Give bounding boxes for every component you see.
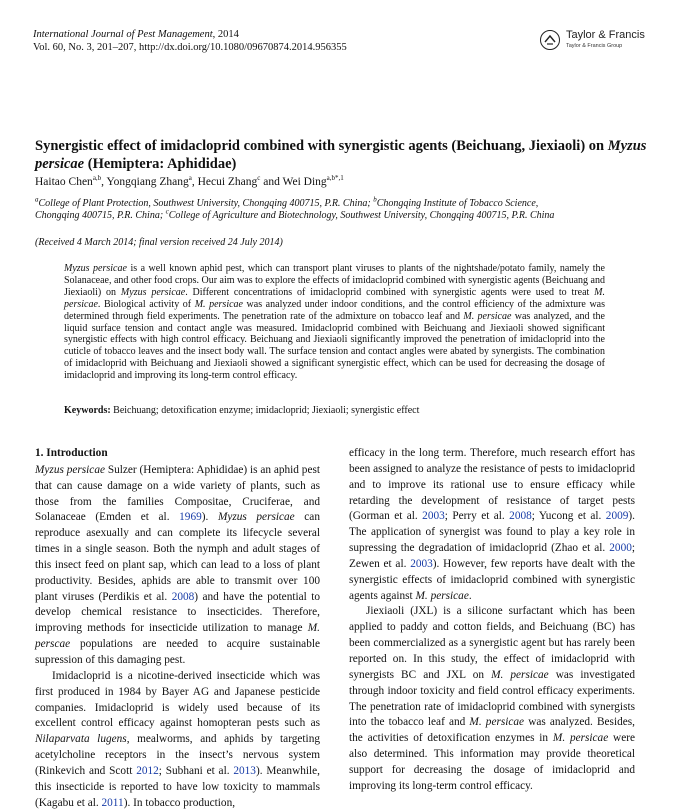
author-sup: c bbox=[257, 174, 261, 183]
abstract-text: was analyzed under indoor conditions, and the control efficiency of the admixture was determined through field experiments. The penetration rate of the admixture on tobacco leaf and bbox=[64, 298, 606, 322]
text: were also determined. This information may provide theoretical support for decreasing the dosage of imidacloprid and improving its long-term control efficacy. bbox=[349, 732, 635, 792]
species-name: Myzus persicae bbox=[217, 511, 295, 524]
title-species: Myzus persicae bbox=[35, 138, 647, 172]
corresponding-mark: *,1 bbox=[335, 174, 344, 183]
text: ; Yucong et al. bbox=[531, 510, 606, 523]
author-list bbox=[35, 176, 344, 188]
affiliation-b: Chongqing Institute of Tobacco Science, bbox=[376, 198, 539, 209]
text: ). bbox=[201, 511, 218, 524]
citation-link[interactable]: 2008 bbox=[509, 510, 532, 523]
species-name: Myzus persicae bbox=[64, 263, 127, 274]
citation-link[interactable]: 2008 bbox=[171, 590, 195, 603]
author-name: , Yongqiang Zhang bbox=[101, 176, 189, 188]
affiliation-c: College of Agriculture and Biotechnology, Southwest University, Chongqing 400715, P.R. China bbox=[168, 210, 555, 221]
keywords-text: Beichuang; detoxification enzyme; imidacloprid; Jiexiaoli; synergistic effect bbox=[110, 405, 420, 416]
citation-link[interactable]: 2011 bbox=[101, 796, 124, 809]
citation-link[interactable]: 2013 bbox=[233, 764, 256, 777]
text: can reproduce asexually and can complete its lifecycle several times in a single season. Both the nymph and adult stages of this insect feed on plant sap, which can lead to a loss of plant productivity. Besides, aphids are able to transmit over 100 plant viruses (Perdikis et al. bbox=[35, 511, 320, 603]
citation-link[interactable]: 2003 bbox=[410, 557, 433, 570]
species-name: M. persicae bbox=[552, 732, 609, 745]
journal-details: Vol. 60, No. 3, 201–207, http://dx.doi.org/10.1080/09670874.2014.956355 bbox=[33, 42, 347, 53]
title-part1: Synergistic effect of imidacloprid combined with synergistic agents (Beichuang, Jiexiaoli) on bbox=[35, 138, 605, 154]
species-name: Myzus persicae bbox=[35, 463, 105, 476]
affiliation-b-cont: Chongqing 400715, P.R. China; bbox=[35, 210, 166, 221]
left-column bbox=[35, 446, 320, 811]
species-name: M. persicae bbox=[64, 286, 605, 310]
paragraph bbox=[349, 604, 635, 794]
text: Sulzer (Hemiptera: Aphididae) is an aphid pest that can cause damage on a wide variety of plants, such as those from the families Compositae, Cruciferae, and Solanaceae (Emden et al. bbox=[35, 463, 320, 524]
species-name: M. perscae bbox=[35, 622, 320, 651]
author-name: Haitao Chen bbox=[35, 176, 93, 188]
affiliations bbox=[35, 195, 645, 222]
affil-sup: c bbox=[165, 207, 169, 216]
text: Jiexiaoli (JXL) is a silicone surfactant which has been applied to paddy and cotton fields, and Beichuang (BC) has been commercialized as a synergistic agent but has rarely been reported on. In this study, the effect of imidacloprid with synergists BC and JXL on bbox=[349, 605, 635, 681]
section-heading: 1. Introduction bbox=[35, 447, 108, 459]
text: . bbox=[468, 589, 472, 602]
author-sup: a bbox=[188, 174, 192, 183]
journal-header bbox=[33, 28, 347, 54]
publisher-logo-icon bbox=[540, 30, 560, 50]
citation-link[interactable]: 2003 bbox=[422, 510, 445, 523]
keywords-label: Keywords: bbox=[64, 405, 111, 416]
journal-year: , 2014 bbox=[212, 29, 239, 40]
species-name: M. persicae bbox=[463, 310, 512, 322]
text: ). Meanwhile, this insecticide is reported to have low toxicity to mammals (Kagabu et al. bbox=[35, 764, 320, 809]
paragraph bbox=[35, 669, 320, 811]
text: ). The application of synergist was found to play a key role in supressing the degradation of imidacloprid (Zhao et al. bbox=[349, 510, 635, 555]
right-column bbox=[349, 446, 635, 795]
paragraph bbox=[349, 446, 635, 604]
article-title bbox=[35, 137, 650, 173]
publisher-logo bbox=[540, 28, 650, 56]
citation-link[interactable]: 2000 bbox=[609, 542, 632, 555]
received-dates: (Received 4 March 2014; final version received 24 July 2014) bbox=[35, 237, 283, 248]
citation-link[interactable]: 2012 bbox=[136, 764, 159, 777]
journal-name: International Journal of Pest Management bbox=[33, 29, 213, 40]
text: , mealworms, and aphids by targeting acetylcholine receptors in the insect’s nervous system (Rinkevich and Scott bbox=[35, 733, 320, 777]
citation-link[interactable]: 2009 bbox=[605, 510, 629, 523]
text: Imidacloprid is a nicotine-derived insecticide which was first produced in 1984 by Bayer AG and Japanese pesticide companies. Imidacloprid is widely used because of its excellent control efficacy against homopteran pests such as bbox=[35, 669, 320, 730]
abstract-text: was analyzed, and the liquid surface tension and contact angle was measured. Imidacloprid combined with Beichuang and Jiexiaoli showed significant synergistic effects with high control efficacy. Beichuang and Jiexiaoli significantly improved the penetration of imidacloprid into the cuticle of tobacco leaves and the insect body wall. The surface tension and contact angles were abated by synergists. The combination of imidacloprid with Beichuang and Jiexiaoli showed a significant synergistic effect, which can be used for decreasing the dosage of imidacloprid and improving its long-term control efficacy. bbox=[64, 310, 605, 382]
affil-sup: b bbox=[373, 195, 377, 204]
species-name: Myzus persicae bbox=[120, 286, 186, 298]
keywords bbox=[64, 405, 605, 416]
species-name: M. persicae bbox=[469, 716, 525, 729]
text: was investigated through indoor toxicity and field control efficacy experiments. The penetration rate of imidacloprid combined with synergists into the tobacco leaf and bbox=[349, 668, 635, 729]
text: ) and have the potential to develop chemical resistance to insecticides. Therefore, improving methods for insecticide utilization to manage bbox=[35, 590, 320, 635]
author-name: , Hecui Zhang bbox=[191, 176, 258, 188]
affiliation-a: College of Plant Protection, Southwest University, Chongqing 400715, P.R. China; bbox=[38, 198, 374, 209]
affil-sup: a bbox=[35, 195, 39, 204]
abstract bbox=[64, 263, 605, 382]
abstract-text: . Biological activity of bbox=[97, 298, 195, 310]
author-sup: a,b bbox=[326, 174, 336, 183]
publisher-group: Taylor & Francis Group bbox=[566, 43, 623, 49]
text: ; Subhani et al. bbox=[158, 764, 234, 777]
text: was analyzed. Besides, the activities of detoxification enzymes in bbox=[349, 716, 635, 745]
publisher-name: Taylor & Francis bbox=[566, 29, 645, 41]
species-name: M. persicae bbox=[415, 589, 469, 602]
text: populations are needed to acquire sustainable supression of this damaging pest. bbox=[35, 638, 320, 666]
abstract-text: . Different concentrations of imidacloprid combined with synergistic agents were used to treat bbox=[185, 286, 595, 298]
species-name: Nilaparvata lugens bbox=[35, 733, 127, 746]
species-name: M. persicae bbox=[194, 298, 243, 310]
text: ; Perry et al. bbox=[444, 510, 510, 523]
paragraph bbox=[35, 463, 320, 669]
author-name: and Wei Ding bbox=[260, 176, 327, 188]
abstract-text: is a well known aphid pest, which can transport plant viruses to plants of the nightshade/potato family, namely the Solanaceae, and other food crops. Our aim was to explore the effects of imidacloprid combined with synergistic agents (Beichuang and Jiexiaoli) on bbox=[64, 263, 605, 298]
citation-link[interactable]: 1969 bbox=[179, 511, 202, 524]
author-sup: a,b bbox=[92, 174, 102, 183]
text: ). In tobacco production, bbox=[123, 796, 236, 809]
text: ). However, few reports have dealt with the synergistic effects of imidacloprid combined with synergistic agents against bbox=[349, 557, 635, 602]
title-part2: (Hemiptera: Aphididae) bbox=[84, 156, 237, 172]
text: efficacy in the long term. Therefore, much research effort has been assigned to analyze the resistance of pests to imidacloprid and to improve its rational use to ensure efficacy while retarding the development of resistance of target pests (Gorman et al. bbox=[349, 447, 635, 523]
text: ; Zewen et al. bbox=[349, 542, 635, 570]
species-name: M. persicae bbox=[491, 668, 549, 681]
